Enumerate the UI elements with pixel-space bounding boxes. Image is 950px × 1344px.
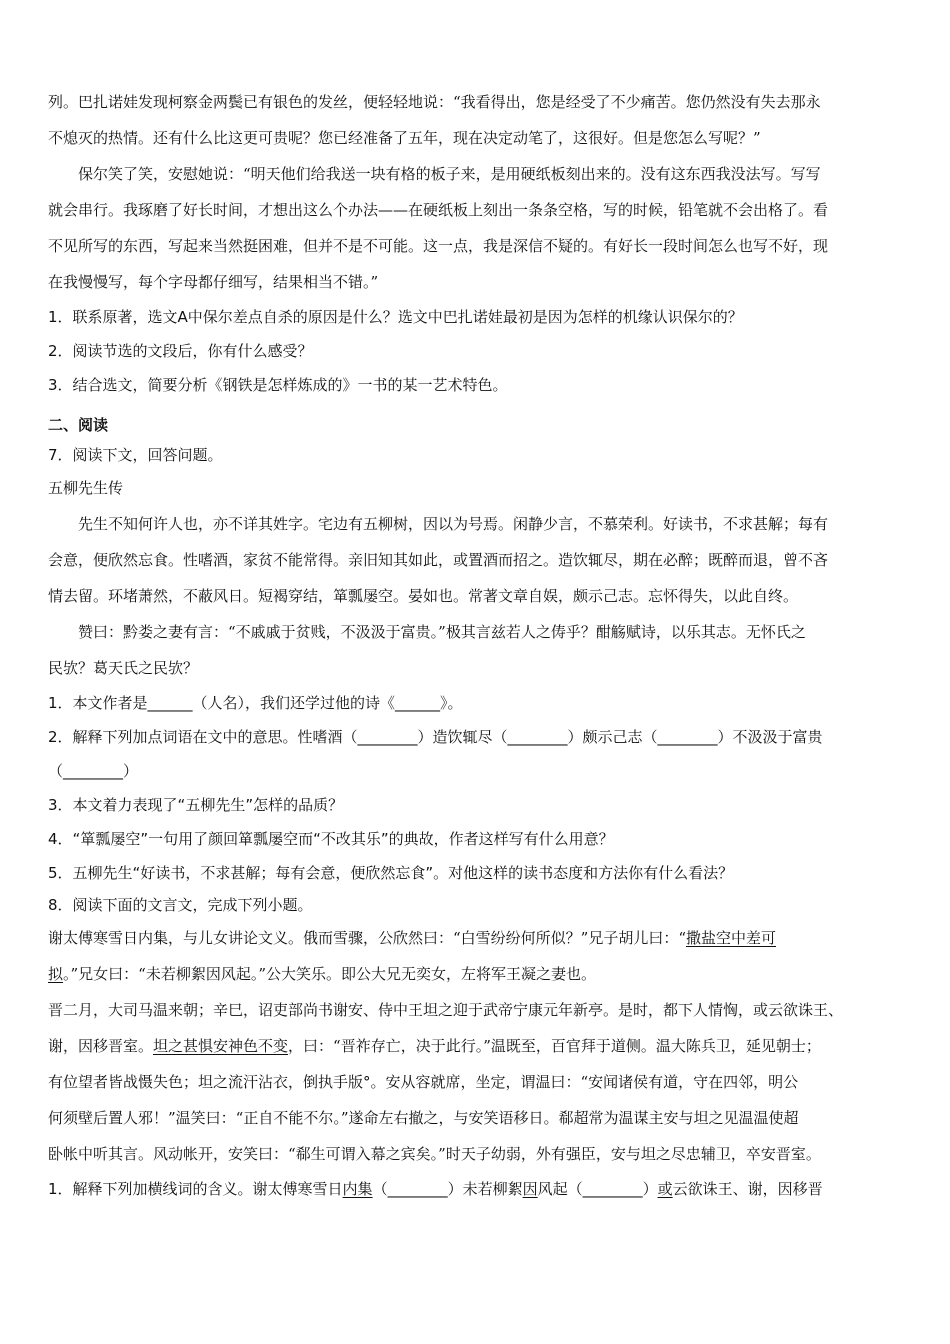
passage-line: 有位望者皆战慑失色；坦之流汗沾衣，倒执手版°。安从容就席，坐定，谓温曰：“安闻诸侯有道，守在四邻，明公 bbox=[48, 1073, 799, 1091]
passage-line: 列。巴扎诺娃发现柯察金两鬓已有银色的发丝，便轻轻地说：“我看得出，您是经受了不少痛苦。您仍然没有失去那永 bbox=[48, 93, 821, 111]
section-heading: 二、阅读 bbox=[48, 416, 109, 434]
question-line: （________） bbox=[48, 762, 139, 780]
underlined-phrase: 撒盐空中差可 bbox=[686, 929, 777, 947]
question-text: 云欲诛王、谢，因移晋 bbox=[672, 1180, 823, 1198]
passage-line: 晋二月，大司马温来朝；辛巳，诏吏部尚书谢安、侍中王坦之迎于武帝宁康元年新亭。是时，都下人情恟，或云欲诛王、 bbox=[48, 1001, 844, 1019]
question-text: 风起（________） bbox=[537, 1180, 658, 1198]
question-line: 2．解释下列加点词语在文中的意思。性嗜酒（________）造饮辄尽（________）颇示己志（________）不汲汲于富贵 bbox=[48, 728, 823, 746]
passage-line: 何须壁后置人邪！”温笑曰：“正自不能不尔。”遂命左右撤之，与安笑语移日。郗超常为温谋主安与坦之见温温使超 bbox=[48, 1109, 799, 1127]
question-text: （________）未若柳絮 bbox=[372, 1180, 523, 1198]
underlined-word: 内集 bbox=[342, 1180, 373, 1198]
question-line: 3．本文着力表现了“五柳先生”怎样的品质？ bbox=[48, 796, 344, 814]
question-prompt: 7．阅读下文，回答问题。 bbox=[48, 446, 223, 464]
underlined-phrase: 拟 bbox=[48, 965, 64, 983]
question-line: 3．结合选文，简要分析《钢铁是怎样炼成的》一书的某一艺术特色。 bbox=[48, 376, 508, 394]
question-line bbox=[48, 1172, 910, 1206]
passage-line: 不熄灭的热情。还有什么比这更可贵呢？您已经准备了五年，现在决定动笔了，这很好。但是您怎么写呢？” bbox=[48, 129, 761, 147]
passage-line: 在我慢慢写，每个字母都仔细写，结果相当不错。” bbox=[48, 273, 379, 291]
passage-line: 卧帐中听其言。风动帐开，安笑曰：“郗生可谓入幕之宾矣。”时天子幼弱，外有强臣，安与坦之尽忠辅卫，卒安晋室。 bbox=[48, 1145, 821, 1163]
passage-title: 五柳先生传 bbox=[48, 479, 124, 497]
passage-text: ，曰：“晋祚存亡，决于此行。”温既至，百官拜于道侧。温大陈兵卫，延见朝士； bbox=[288, 1037, 821, 1055]
underlined-word: 或 bbox=[657, 1180, 673, 1198]
question-text: 1．解释下列加横线词的含义。谢太傅寒雪日 bbox=[48, 1180, 343, 1198]
passage-line: 情去留。环堵萧然，不蔽风日。短褐穿结，箪瓢屡空。晏如也。常著文章自娱，颇示己志。忘怀得失，以此自终。 bbox=[48, 587, 799, 605]
underlined-word: 因 bbox=[522, 1180, 538, 1198]
passage-line: 赞曰：黔娄之妻有言：“不戚戚于贫贱，不汲汲于富贵。”极其言兹若人之俦乎？酣觞赋诗，以乐其志。无怀氏之 bbox=[78, 623, 806, 641]
passage-line: 不见所写的东西，写起来当然挺困难，但并不是不可能。这一点，我是深信不疑的。有好长一段时间怎么也写不好，现 bbox=[48, 237, 829, 255]
passage-line: 先生不知何许人也，亦不详其姓字。宅边有五柳树，因以为号焉。闲静少言，不慕荣利。好读书，不求甚解；每有 bbox=[78, 515, 829, 533]
question-line: 5．五柳先生“好读书，不求甚解；每有会意，便欣然忘食”。对他这样的读书态度和方法你有什么看法？ bbox=[48, 864, 734, 882]
passage-line: 保尔笑了笑，安慰她说：“明天他们给我送一块有格的板子来，是用硬纸板刻出来的。没有这东西我没法写。写写 bbox=[78, 165, 821, 183]
question-line: 4．“箪瓢屡空”一句用了颜回箪瓢屡空而“不改其乐”的典故，作者这样写有什么用意？ bbox=[48, 830, 614, 848]
passage-line bbox=[48, 956, 910, 992]
passage-text: 谢太傅寒雪日内集，与儿女讲论文义。俄而雪骤，公欣然曰：“白雪纷纷何所似？”兄子胡儿曰：“ bbox=[48, 929, 687, 947]
passage-text: 谢，因移晋室。 bbox=[48, 1037, 154, 1055]
passage-line: 就会串行。我琢磨了好长时间，才想出这么个办法——在硬纸板上刻出一条条空格，写的时候，铅笔就不会出格了。看 bbox=[48, 201, 829, 219]
passage-line bbox=[48, 1028, 910, 1064]
passage-line bbox=[48, 920, 910, 956]
question-line: 2．阅读节选的文段后，你有什么感受？ bbox=[48, 342, 313, 360]
underlined-phrase: 坦之甚惧安神色不变 bbox=[153, 1037, 289, 1055]
document-page bbox=[48, 84, 910, 1206]
question-line: 1．本文作者是______（人名），我们还学过他的诗《______》。 bbox=[48, 694, 463, 712]
question-line: 1．联系原著，选文A中保尔差点自杀的原因是什么？选文中巴扎诺娃最初是因为怎样的机缘认识保尔的？ bbox=[48, 308, 743, 326]
passage-text: 。”兄女曰：“未若柳絮因风起。”公大笑乐。即公大兄无奕女，左将军王凝之妻也。 bbox=[63, 965, 597, 983]
passage-line: 民欤？葛天氏之民欤？ bbox=[48, 659, 199, 677]
passage-line: 会意，便欣然忘食。性嗜酒，家贫不能常得。亲旧知其如此，或置酒而招之。造饮辄尽，期在必醉；既醉而退，曾不吝 bbox=[48, 551, 829, 569]
question-prompt: 8．阅读下面的文言文，完成下列小题。 bbox=[48, 896, 313, 914]
